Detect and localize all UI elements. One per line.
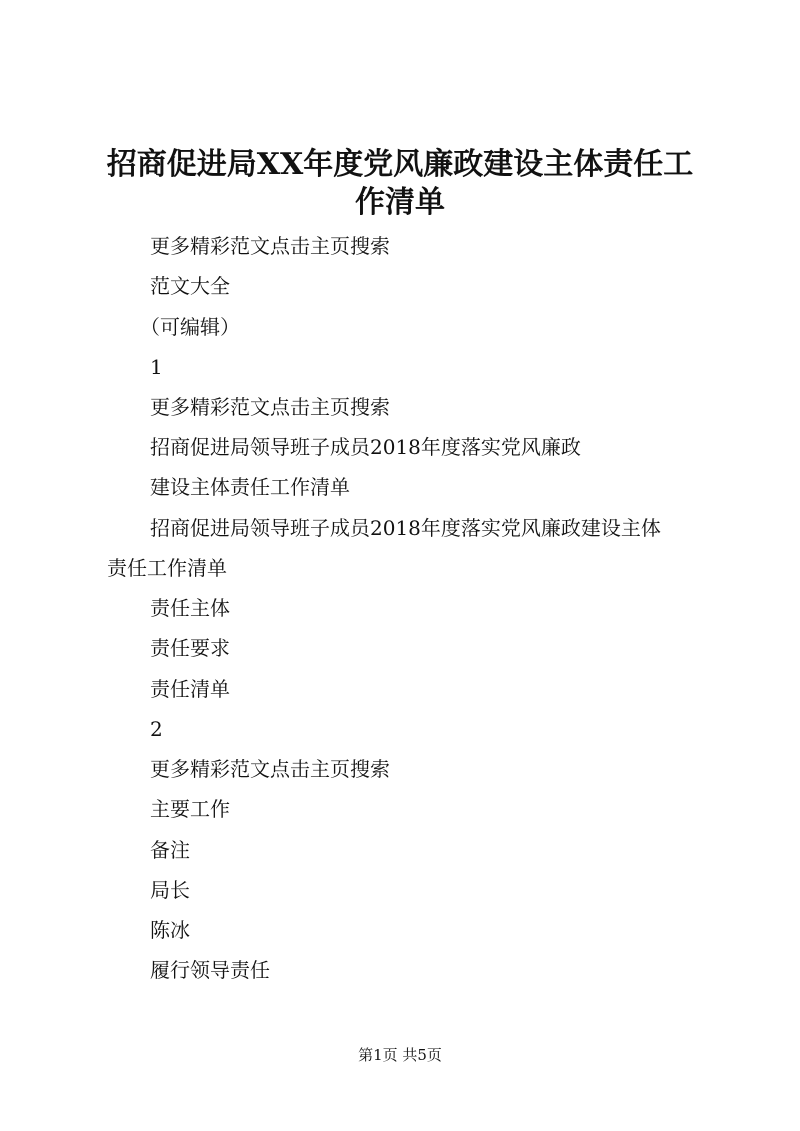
paragraph: 范文大全 <box>150 274 230 298</box>
section-number: 2 <box>150 717 163 741</box>
paragraph: 建设主体责任工作清单 <box>150 475 350 499</box>
promo-text: 更多精彩范文点击主页搜索 <box>150 234 390 258</box>
paragraph-continuation: 责任工作清单 <box>107 556 227 580</box>
paragraph: 责任主体 <box>150 596 230 620</box>
section-number: 1 <box>150 355 163 379</box>
paragraph: 备注 <box>150 838 190 862</box>
promo-text: 更多精彩范文点击主页搜索 <box>150 757 390 781</box>
paragraph: 陈冰 <box>150 918 190 942</box>
paragraph: 招商促进局领导班子成员2018年度落实党风廉政 <box>150 435 581 459</box>
paragraph: 履行领导责任 <box>150 958 270 982</box>
promo-text: 更多精彩范文点击主页搜索 <box>150 395 390 419</box>
paragraph: 局长 <box>150 878 190 902</box>
paragraph: 责任要求 <box>150 636 230 660</box>
paragraph: 主要工作 <box>150 797 230 821</box>
document-title-line-1: 招商促进局XX年度党风廉政建设主体责任工 <box>106 147 694 182</box>
page-footer: 第1页 共5页 <box>358 1046 442 1064</box>
paragraph: 招商促进局领导班子成员2018年度落实党风廉政建设主体 <box>150 516 661 540</box>
document-title-line-2: 作清单 <box>355 185 445 220</box>
paragraph: （可编辑） <box>140 315 240 339</box>
paragraph: 责任清单 <box>150 677 230 701</box>
